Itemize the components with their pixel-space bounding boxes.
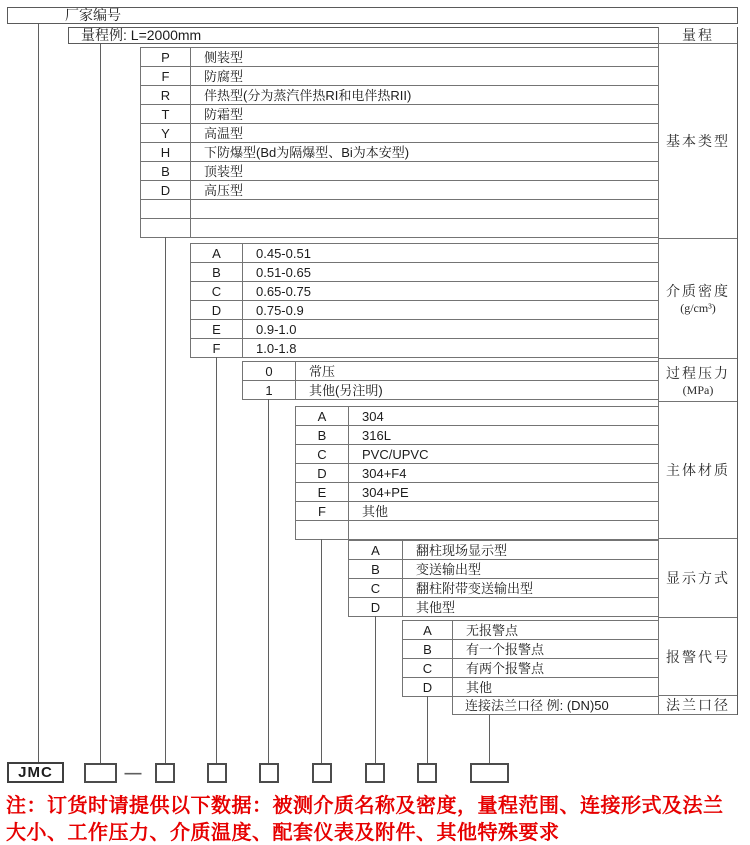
connector-line <box>38 24 39 762</box>
code-cell <box>296 521 349 539</box>
desc-cell: 顶装型 <box>204 163 244 179</box>
desc-cell: 有两个报警点 <box>466 660 545 676</box>
category-label-text: 法兰口径 <box>666 699 730 714</box>
table-row <box>296 483 658 502</box>
code-cell: D <box>296 464 349 482</box>
desc-cell: 其他(另注明) <box>309 382 383 398</box>
code-cell: F <box>141 67 191 85</box>
table-row <box>141 86 658 105</box>
connector-line <box>100 44 101 763</box>
desc-cell: 304+PE <box>362 484 409 500</box>
desc-cell: 变送输出型 <box>416 561 482 577</box>
desc-cell: 0.75-0.9 <box>256 302 304 318</box>
category-label-range <box>659 27 737 44</box>
flange-size-text: 连接法兰口径 例: (DN)50 <box>465 697 609 713</box>
table-row <box>191 263 658 282</box>
code-box <box>259 763 279 783</box>
table-row <box>296 426 658 445</box>
desc-cell: 防腐型 <box>204 68 244 84</box>
desc-cell: 防霜型 <box>204 106 244 122</box>
desc-cell: 有一个报警点 <box>466 641 545 657</box>
table-row <box>141 200 658 219</box>
flange-size-row <box>452 696 658 715</box>
table-row <box>243 381 658 400</box>
table-row <box>191 244 658 263</box>
category-label-basic-type <box>659 44 737 239</box>
code-cell: B <box>403 640 453 658</box>
desc-cell: 1.0-1.8 <box>256 340 297 356</box>
table-row <box>191 301 658 320</box>
desc-cell: 翻柱附带变送输出型 <box>416 580 534 596</box>
table-row <box>349 541 658 560</box>
code-cell: D <box>141 181 191 199</box>
connector-line <box>321 539 322 763</box>
code-cell: B <box>349 560 403 578</box>
code-cell: R <box>141 86 191 104</box>
code-cell: C <box>403 659 453 677</box>
code-cell: A <box>349 541 403 559</box>
category-label-display-mode <box>659 539 737 618</box>
code-box <box>312 763 332 783</box>
category-label-text: 显示方式 <box>666 572 730 587</box>
category-label-process-pressure <box>659 359 737 402</box>
table-row <box>141 162 658 181</box>
code-cell: 0 <box>243 362 296 380</box>
ordering-note-line2: 大小、工作压力、介质温度、配套仪表及附件、其他特殊要求 <box>6 822 560 844</box>
connector-line <box>375 616 376 763</box>
dash-separator-glyph: — <box>124 763 142 782</box>
table-row <box>243 362 658 381</box>
desc-cell: 0.65-0.75 <box>256 283 311 299</box>
code-box <box>84 763 117 783</box>
ordering-note <box>6 793 750 845</box>
category-label-body-material <box>659 402 737 539</box>
category-label-text: 报警代号 <box>666 650 730 666</box>
table-row <box>191 339 658 358</box>
section-table-body-material <box>295 406 658 540</box>
category-label-subtext: (MPa) <box>682 382 714 397</box>
table-row <box>296 407 658 426</box>
section-table-display-mode <box>348 540 658 617</box>
desc-cell: 高温型 <box>204 125 244 141</box>
code-cell: C <box>296 445 349 463</box>
category-label-text: 基本类型 <box>666 135 730 150</box>
desc-cell: PVC/UPVC <box>362 446 429 462</box>
code-cell <box>141 219 191 237</box>
code-cell: P <box>141 48 191 66</box>
category-label-flange-size <box>659 696 737 715</box>
table-row <box>141 105 658 124</box>
desc-cell: 高压型 <box>204 182 244 198</box>
desc-cell: 其他 <box>466 679 493 695</box>
table-row <box>349 560 658 579</box>
code-box <box>207 763 227 783</box>
category-label-text: 主体材质 <box>666 464 730 479</box>
table-row <box>191 282 658 301</box>
code-cell: B <box>191 263 243 281</box>
category-label-text: 量程 <box>682 29 714 44</box>
manufacturer-number-label: 厂家编号 <box>65 7 121 23</box>
desc-cell: 304 <box>362 408 384 424</box>
table-row <box>141 219 658 238</box>
connector-line <box>489 715 490 763</box>
model-prefix-box <box>7 762 64 783</box>
code-cell <box>141 200 191 218</box>
section-table-medium-density <box>190 243 658 358</box>
desc-cell: 304+F4 <box>362 465 407 481</box>
code-cell: A <box>403 621 453 639</box>
code-cell: T <box>141 105 191 123</box>
connector-line <box>427 696 428 763</box>
section-table-alarm-code <box>402 620 658 697</box>
code-cell: D <box>349 598 403 616</box>
code-cell: Y <box>141 124 191 142</box>
ordering-note-line1: 注：订货时请提供以下数据：被测介质名称及密度，量程范围、连接形式及法兰 <box>6 795 724 817</box>
code-cell: A <box>296 407 349 425</box>
code-box <box>155 763 175 783</box>
desc-cell: 0.9-1.0 <box>256 321 297 337</box>
desc-cell: 0.51-0.65 <box>256 264 311 280</box>
connector-line <box>165 237 166 763</box>
code-cell: C <box>349 579 403 597</box>
desc-cell: 0.45-0.51 <box>256 245 311 261</box>
desc-cell: 其他 <box>362 503 389 519</box>
table-row <box>191 320 658 339</box>
code-cell: E <box>296 483 349 501</box>
code-box <box>417 763 437 783</box>
dash-separator <box>122 764 144 782</box>
manufacturer-number-row <box>7 7 738 24</box>
code-cell: C <box>191 282 243 300</box>
category-label-text: 介质密度 <box>666 285 730 300</box>
code-cell: E <box>191 320 243 338</box>
model-prefix-label: JMC <box>18 764 53 781</box>
code-cell: F <box>296 502 349 520</box>
table-row <box>141 124 658 143</box>
table-row <box>141 48 658 67</box>
code-box <box>365 763 385 783</box>
range-example-row <box>68 27 738 44</box>
category-label-text: 过程压力 <box>666 366 730 382</box>
code-cell: H <box>141 143 191 161</box>
section-table-process-pressure <box>242 361 658 400</box>
category-label-column <box>658 27 738 715</box>
category-label-subtext: (g/cm³) <box>680 301 716 315</box>
table-row <box>403 621 658 640</box>
code-cell: 1 <box>243 381 296 399</box>
table-row <box>349 579 658 598</box>
desc-cell: 下防爆型(Bd为隔爆型、Bi为本安型) <box>204 144 410 160</box>
table-row <box>296 521 658 540</box>
table-row <box>296 464 658 483</box>
desc-cell: 伴热型(分为蒸汽伴热RI和电伴热RII) <box>204 87 412 103</box>
connector-line <box>216 357 217 763</box>
table-row <box>141 143 658 162</box>
category-label-alarm-code <box>659 618 737 696</box>
table-row <box>141 67 658 86</box>
desc-cell: 其他型 <box>416 599 456 615</box>
connector-line <box>268 399 269 763</box>
table-row <box>296 502 658 521</box>
code-cell: F <box>191 339 243 357</box>
table-row <box>296 445 658 464</box>
table-row <box>349 598 658 617</box>
desc-cell: 无报警点 <box>466 622 519 638</box>
table-row <box>403 640 658 659</box>
range-example-label: 量程例: L=2000mm <box>81 27 202 43</box>
table-row <box>403 659 658 678</box>
code-cell: A <box>191 244 243 262</box>
category-label-medium-density <box>659 239 737 359</box>
code-cell: B <box>141 162 191 180</box>
table-row <box>141 181 658 200</box>
desc-cell: 翻柱现场显示型 <box>416 542 508 558</box>
desc-cell: 316L <box>362 427 391 443</box>
desc-cell: 常压 <box>309 363 336 379</box>
table-row <box>403 678 658 697</box>
code-cell: D <box>403 678 453 696</box>
code-cell: B <box>296 426 349 444</box>
section-table-basic-type <box>140 47 658 238</box>
desc-cell: 侧装型 <box>204 49 244 65</box>
code-cell: D <box>191 301 243 319</box>
code-box <box>470 763 509 783</box>
